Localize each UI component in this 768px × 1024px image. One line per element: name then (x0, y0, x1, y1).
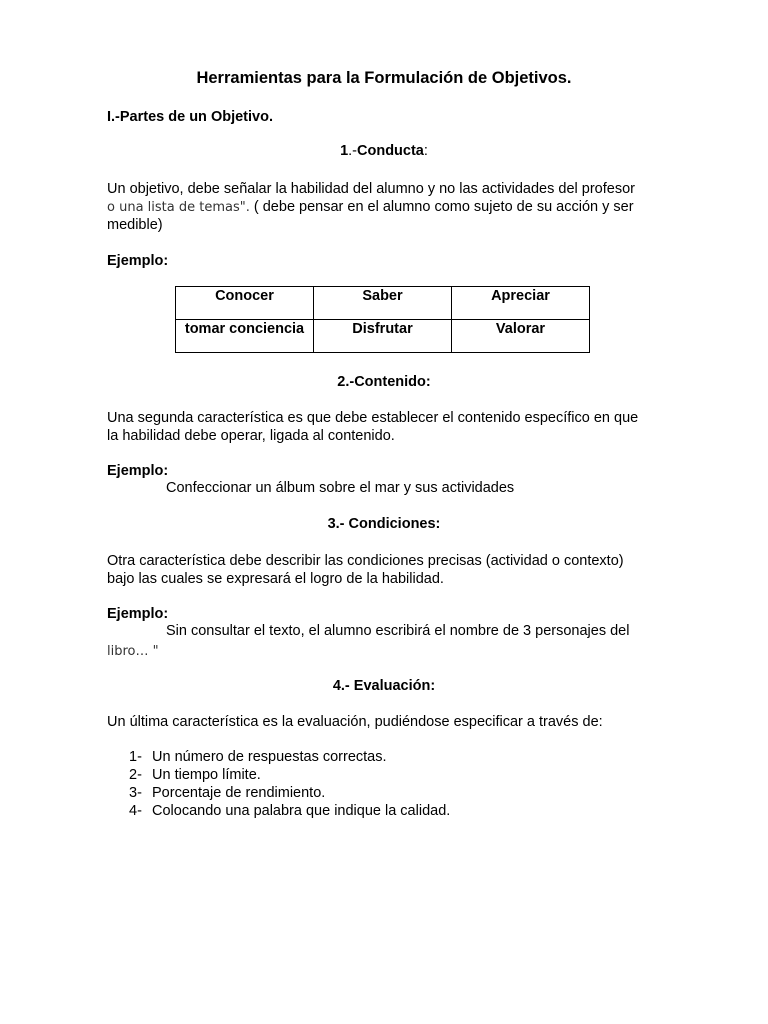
part2-example-label: Ejemplo: (107, 463, 169, 479)
part1-line2-rest: ( debe pensar en el alumno como sujeto de su acción y ser (249, 199, 634, 215)
table-cell: Conocer (176, 287, 314, 320)
list-item-text: Un tiempo límite. (152, 767, 261, 783)
list-item-number: 1- (129, 749, 142, 765)
part4-heading: 4.- Evaluación: (332, 678, 436, 694)
part3-example-line2: libro… " (107, 644, 159, 659)
list-item-text: Un número de respuestas correctas. (152, 749, 387, 765)
table-cell: Disfrutar (314, 320, 452, 353)
part1-heading (0, 143, 768, 159)
list-item-number: 3- (129, 785, 142, 801)
list-item (0, 803, 768, 823)
list-item (0, 767, 768, 787)
table-cell: Valorar (452, 320, 590, 353)
part1-heading-colon: : (423, 143, 428, 159)
part2-line2: la habilidad debe operar, ligada al contenido. (107, 428, 395, 444)
table-cell: tomar conciencia (176, 320, 314, 353)
list-item (0, 785, 768, 805)
part1-line2-light: o una lista de temas". (107, 200, 250, 215)
list-item-text: Porcentaje de rendimiento. (152, 785, 326, 801)
part3-line2: bajo las cuales se expresará el logro de la habilidad. (107, 571, 444, 587)
list-item-text: Colocando una palabra que indique la calidad. (152, 803, 451, 819)
part3-heading: 3.- Condiciones: (327, 516, 441, 532)
part1-heading-word: Conducta (357, 143, 424, 159)
part1-line3: medible) (107, 217, 163, 233)
verbs-table (175, 286, 590, 353)
table-row (176, 287, 590, 320)
table-cell: Apreciar (452, 287, 590, 320)
list-item-number: 4- (129, 803, 142, 819)
part1-line2 (107, 198, 634, 217)
part1-heading-num: 1 (340, 143, 349, 159)
part3-line1: Otra característica debe describir las condiciones precisas (actividad o contexto) (107, 553, 624, 569)
part3-example-line1: Sin consultar el texto, el alumno escribirá el nombre de 3 personajes del (166, 623, 630, 639)
table-row (176, 320, 590, 353)
part4-intro: Un última característica es la evaluación, pudiéndose especificar a través de: (107, 714, 603, 730)
part2-heading: 2.-Contenido: (337, 374, 431, 390)
part1-example-label: Ejemplo: (107, 253, 169, 269)
list-item (0, 749, 768, 769)
document-title: Herramientas para la Formulación de Objetivos. (196, 69, 572, 87)
part1-line1: Un objetivo, debe señalar la habilidad del alumno y no las actividades del profesor (107, 181, 635, 197)
section-heading: I.-Partes de un Objetivo. (107, 109, 273, 125)
part3-example-label: Ejemplo: (107, 606, 169, 622)
part2-example-text: Confeccionar un álbum sobre el mar y sus actividades (166, 480, 515, 496)
part1-heading-sep: .- (348, 143, 358, 159)
list-item-number: 2- (129, 767, 142, 783)
part2-line1: Una segunda característica es que debe establecer el contenido específico en que (107, 410, 639, 426)
table-cell: Saber (314, 287, 452, 320)
